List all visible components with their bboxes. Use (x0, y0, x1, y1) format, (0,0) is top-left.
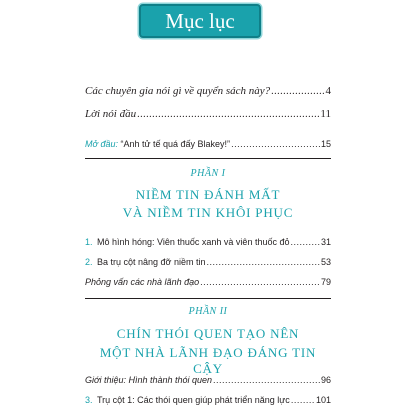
toc-entry-page: 53 (320, 257, 331, 267)
toc-entry-text: Giới thiệu: Hình thành thói quen (85, 375, 213, 385)
toc-entry-page: 15 (320, 139, 331, 149)
toc-entry-text: Lời nói đầu (85, 108, 137, 120)
chapter-number: 1. (85, 237, 93, 247)
toc-entry-text (85, 256, 205, 268)
toc-title: Mục lục (165, 9, 235, 33)
part-heading-line1: CHÍN THÓI QUEN TẠO NÊN (116, 326, 300, 341)
toc-entry-chapter-2[interactable] (85, 256, 331, 268)
dot-leader (137, 109, 319, 121)
dot-leader (231, 138, 320, 150)
toc-entry-text: Phỏng vấn các nhà lãnh đạo (85, 277, 200, 287)
chapter-title: Ba trụ cột nâng đỡ niềm tin (97, 257, 206, 267)
toc-entry-text (85, 138, 230, 150)
dot-leader (206, 256, 320, 268)
part-heading-line2: VÀ NIỀM TIN KHÔI PHỤC (122, 205, 294, 220)
dot-leader (291, 394, 315, 406)
toc-entry-intro[interactable] (85, 374, 331, 386)
toc-entry-page: 101 (315, 395, 331, 405)
chapter-title: Mô hình hóng: Viên thuốc xanh và viên thuốc đỏ (97, 237, 290, 247)
dot-leader (290, 236, 320, 248)
toc-entry-page: 79 (320, 277, 331, 287)
chapter-number: 3. (85, 395, 93, 405)
toc-entry-foreword[interactable] (85, 108, 331, 121)
toc-entry-prologue[interactable] (85, 138, 331, 150)
toc-entry-page: 31 (320, 237, 331, 247)
toc-entry-page: 96 (320, 375, 331, 385)
dot-leader (200, 276, 320, 288)
toc-entry-interview[interactable] (85, 276, 331, 288)
prologue-title: “Anh tử tế quá đấy Blakey!” (117, 139, 231, 149)
prologue-prefix: Mở đầu: (85, 139, 118, 149)
toc-title-box (139, 4, 261, 38)
dot-leader (213, 374, 320, 386)
part-label: PHẦN I (190, 168, 226, 179)
section-divider (85, 158, 331, 159)
toc-entry-text: Các chuyên gia nói gì về quyển sách này? (85, 85, 271, 97)
toc-entry-text (85, 394, 290, 406)
toc-entry-page: 11 (320, 108, 331, 120)
chapter-number: 2. (85, 257, 93, 267)
toc-entry-experts[interactable] (85, 85, 331, 98)
part-heading-line2: MỘT NHÀ LÃNH ĐẠO ĐÁNG TIN CẬY (99, 345, 317, 376)
toc-entry-text (85, 236, 289, 248)
part-heading-line1: NIỀM TIN ĐÁNH MẤT (135, 187, 281, 202)
chapter-title: Trụ cột 1: Các thói quen giúp phát triển năng lực (97, 395, 290, 405)
part-label: PHẦN II (188, 306, 228, 317)
section-divider (85, 298, 331, 299)
toc-entry-chapter-1[interactable] (85, 236, 331, 248)
toc-entry-chapter-3[interactable] (85, 394, 331, 406)
toc-entry-page: 4 (325, 85, 331, 97)
dot-leader (271, 86, 324, 98)
